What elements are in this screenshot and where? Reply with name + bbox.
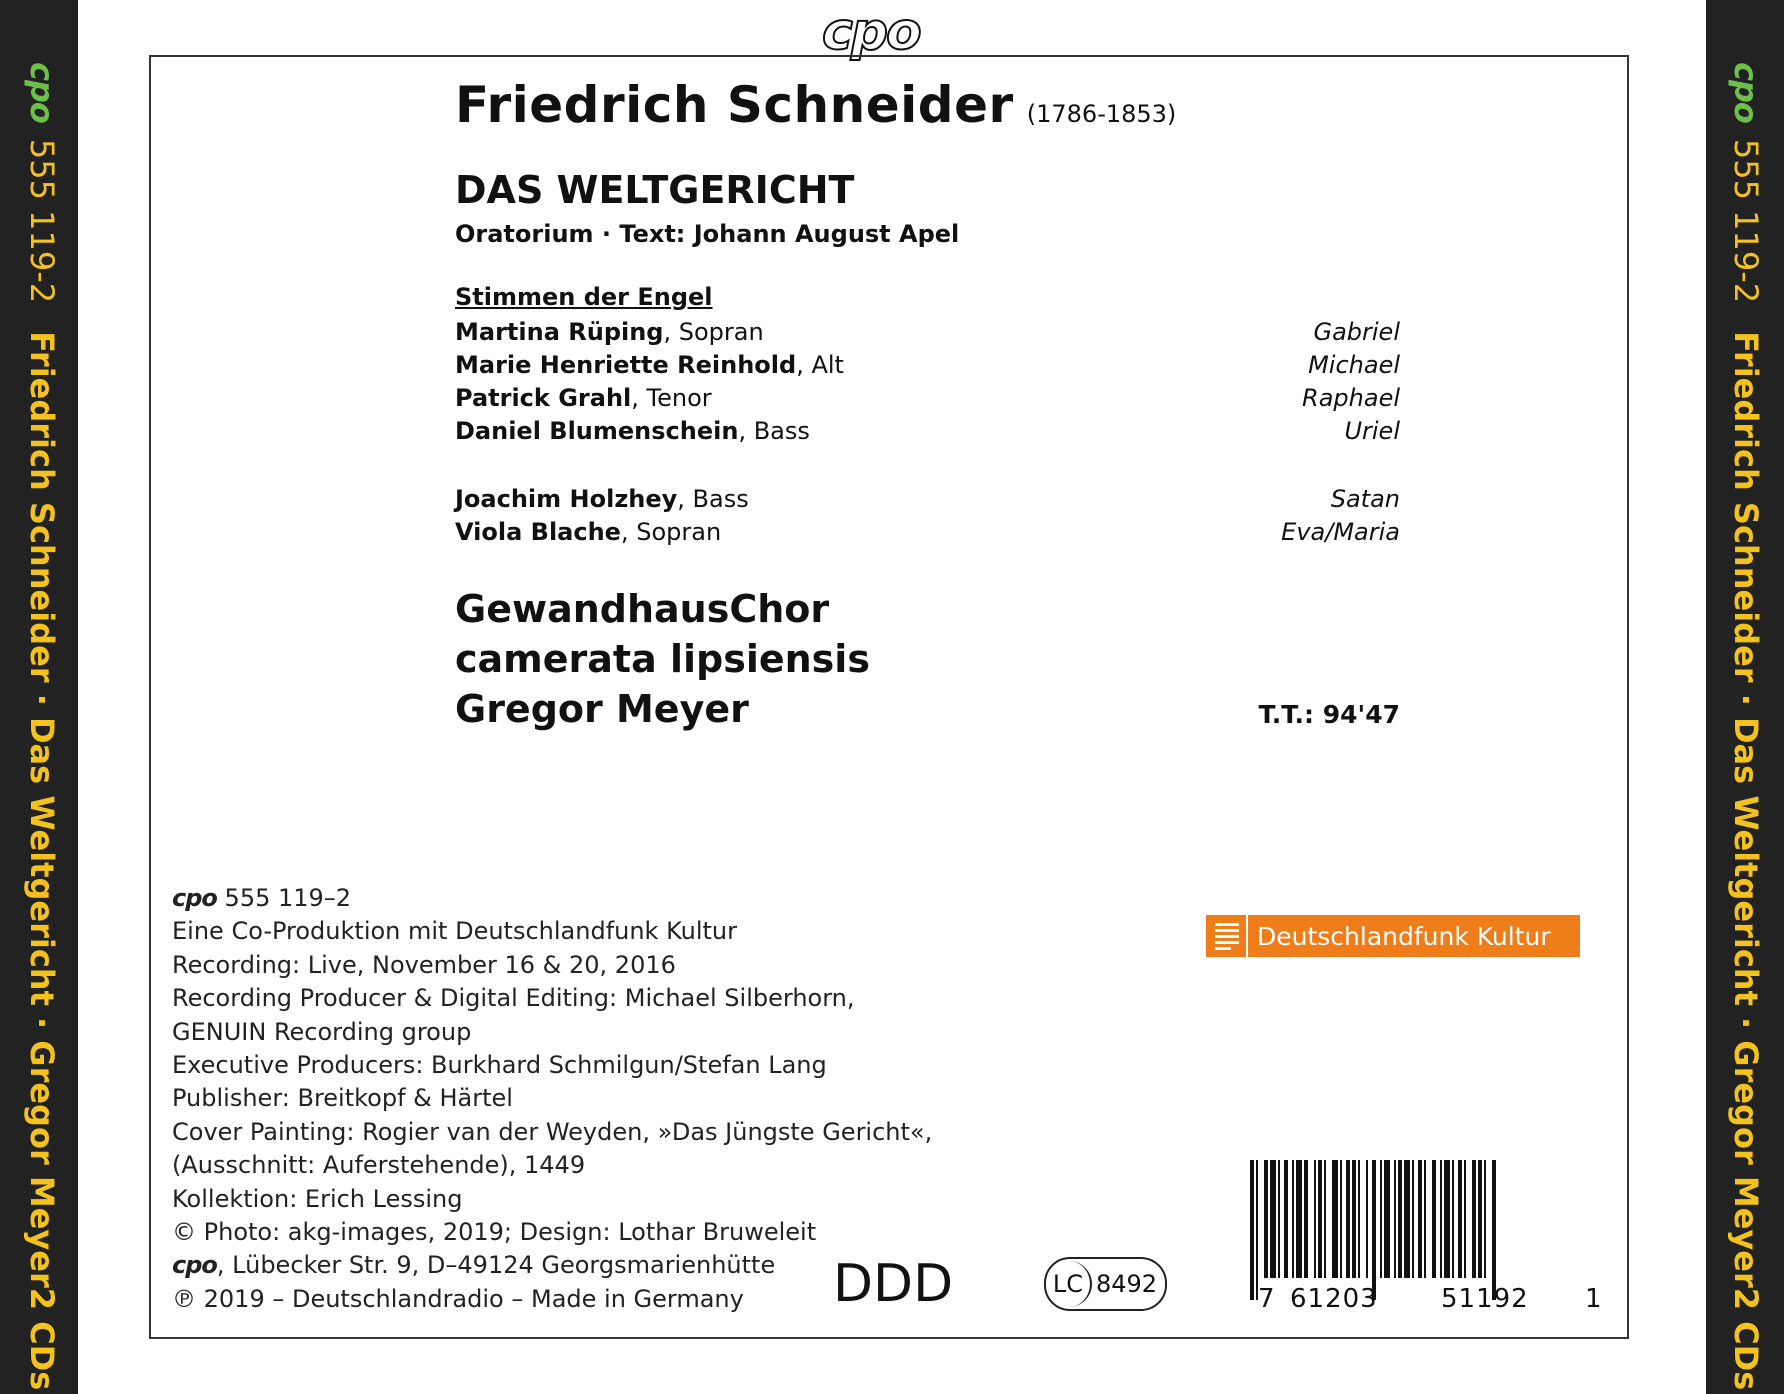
- credit-line: Cover Painting: Rogier van der Weyden, »Das Jüngste Gericht«,: [172, 1117, 933, 1146]
- right-spine: [1706, 0, 1784, 1394]
- composer-name: Friedrich Schneider: [455, 76, 1014, 134]
- barcode-icon: [1248, 1160, 1578, 1300]
- role-name: Eva/Maria: [1281, 517, 1400, 546]
- left-spine: [0, 0, 78, 1394]
- composer-heading: [455, 76, 1176, 134]
- role-name: Gabriel: [1313, 317, 1400, 346]
- role-name: Uriel: [1344, 416, 1400, 445]
- spine-catalog: 555 119-2: [23, 138, 61, 304]
- voice-type: , Alt: [796, 350, 844, 379]
- voice-type: , Sopran: [663, 317, 764, 346]
- cpo-logo: cpo: [822, 2, 920, 62]
- cast-row: [455, 482, 1400, 515]
- spine-logo: cpo: [1727, 62, 1765, 123]
- lc-number: 8492: [1096, 1270, 1158, 1298]
- credit-address: [172, 1249, 932, 1282]
- singer-name: Viola Blache: [455, 517, 621, 546]
- credit-line: (Ausschnitt: Auferstehende), 1449: [172, 1151, 586, 1180]
- spine-discs: 2 CDs: [1727, 1287, 1765, 1391]
- lc-prefix: LC: [1046, 1261, 1092, 1307]
- address-cpo-logo: cpo: [172, 1251, 217, 1280]
- barcode-digit-check: 1: [1585, 1284, 1603, 1314]
- role-name: Satan: [1330, 484, 1400, 513]
- dlf-text: Deutschlandfunk Kultur: [1257, 921, 1551, 951]
- cast-row: [455, 315, 1400, 348]
- cast-row: [455, 381, 1400, 414]
- voice-type: , Sopran: [620, 517, 722, 546]
- credit-line: Recording: Live, November 16 & 20, 2016: [172, 950, 676, 979]
- label-code: [1044, 1257, 1167, 1311]
- barcode-digits-right: 51192: [1441, 1284, 1529, 1314]
- credit-line: Publisher: Breitkopf & Härtel: [172, 1084, 513, 1113]
- dlf-lines-icon: [1206, 915, 1248, 957]
- cast-row: [455, 414, 1400, 447]
- spine-text: [1726, 62, 1766, 1391]
- spine-text: [22, 62, 62, 1391]
- voice-type: , Bass: [738, 416, 810, 445]
- voice-type: , Tenor: [631, 383, 712, 412]
- credit-line: Eine Co-Produktion mit Deutschlandfunk Kultur: [172, 917, 737, 946]
- credit-line: Kollektion: Erich Lessing: [172, 1184, 463, 1213]
- work-subtitle: Oratorium · Text: Johann August Apel: [455, 220, 960, 248]
- spine-discs: 2 CDs: [23, 1287, 61, 1391]
- credit-catalog: [172, 882, 932, 915]
- role-name: Raphael: [1302, 383, 1400, 412]
- barcode-digits-left: 61203: [1290, 1284, 1378, 1314]
- other-cast-list: [455, 482, 1400, 548]
- cast-row: [455, 348, 1400, 381]
- orchestra-name: camerata lipsiensis: [455, 637, 870, 681]
- deutschlandfunk-logo: [1206, 915, 1580, 957]
- credit-copyright: ℗ 2019 – Deutschlandradio – Made in Germany: [172, 1284, 744, 1313]
- singer-name: Patrick Grahl: [455, 383, 632, 412]
- barcode-digit-first: 7: [1258, 1284, 1276, 1314]
- credit-line: GENUIN Recording group: [172, 1017, 472, 1046]
- credit-line: Recording Producer & Digital Editing: Michael Silberhorn,: [172, 984, 855, 1013]
- angel-cast-list: [455, 315, 1400, 447]
- ddd-mark: DDD: [833, 1254, 954, 1314]
- credit-line: © Photo: akg-images, 2019; Design: Lothar Bruweleit: [172, 1218, 817, 1247]
- credit-catalog-number: 555 119–2: [224, 884, 352, 912]
- singer-name: Marie Henriette Reinhold: [455, 350, 797, 379]
- spine-title: Friedrich Schneider · Das Weltgericht · Gregor Meyer: [23, 331, 61, 1288]
- total-time: T.T.: 94'47: [1258, 700, 1400, 729]
- address-text: , Lübecker Str. 9, D–49124 Georgsmarienhütte: [216, 1251, 776, 1280]
- conductor-name: Gregor Meyer: [455, 687, 749, 731]
- cast-heading: Stimmen der Engel: [455, 283, 713, 311]
- credits-block: [172, 882, 932, 1316]
- spine-catalog: 555 119-2: [1727, 138, 1765, 304]
- singer-name: Daniel Blumenschein: [455, 416, 739, 445]
- cast-row: [455, 515, 1400, 548]
- credit-line: Executive Producers: Burkhard Schmilgun/Stefan Lang: [172, 1051, 827, 1080]
- spine-logo: cpo: [23, 62, 61, 123]
- work-title: DAS WELTGERICHT: [455, 168, 855, 212]
- credit-cpo-logo: cpo: [172, 884, 217, 912]
- choir-name: GewandhausChor: [455, 587, 830, 631]
- voice-type: , Bass: [677, 484, 749, 513]
- spine-title: Friedrich Schneider · Das Weltgericht · Gregor Meyer: [1727, 331, 1765, 1288]
- singer-name: Martina Rüping: [455, 317, 664, 346]
- composer-dates: (1786-1853): [1026, 100, 1177, 128]
- singer-name: Joachim Holzhey: [455, 484, 678, 513]
- role-name: Michael: [1308, 350, 1400, 379]
